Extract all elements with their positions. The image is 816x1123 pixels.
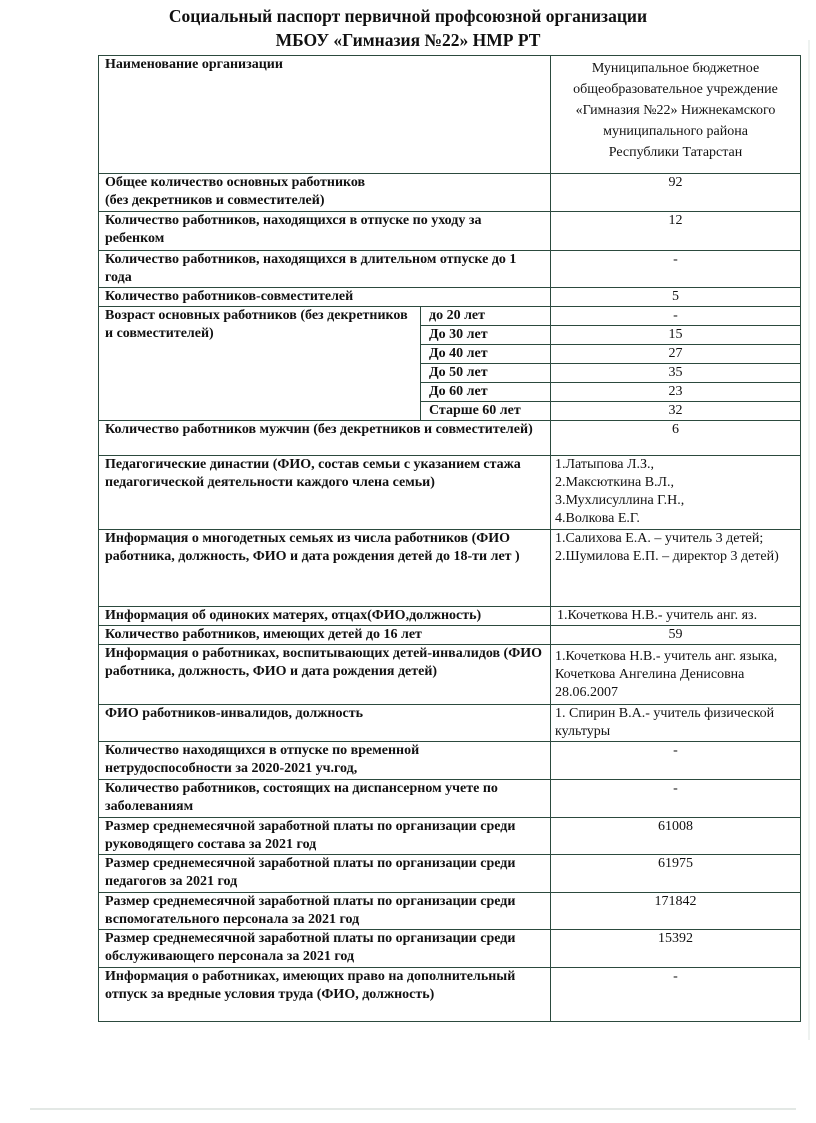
row-value: - xyxy=(551,251,801,288)
value-line: общеобразовательное учреждение xyxy=(573,82,778,97)
age-group-value: 35 xyxy=(551,364,801,383)
row-label: Информация об одиноких матерях, отцах(ФИО,должность) xyxy=(99,607,551,626)
row-value: 92 xyxy=(551,174,801,212)
age-group-value: - xyxy=(551,307,801,326)
table-row xyxy=(99,307,801,326)
label-line: (без декретников и совместителей) xyxy=(105,193,325,208)
table-row xyxy=(99,251,801,288)
row-label: Информация о работниках, воспитывающих детей-инвалидов (ФИО работника, должность, ФИО и дата рождения детей) xyxy=(99,645,551,705)
scan-edge xyxy=(808,40,810,1040)
row-value: - xyxy=(551,780,801,818)
value-line: Республики Татарстан xyxy=(608,145,743,160)
table-row xyxy=(99,607,801,626)
row-value: - xyxy=(551,968,801,1022)
table-row xyxy=(99,645,801,705)
row-label: Наименование организации xyxy=(99,56,551,174)
value-line: 2.Максюткина В.Л., xyxy=(555,475,675,490)
row-label: Количество работников-совместителей xyxy=(99,288,551,307)
row-value: - xyxy=(551,742,801,780)
table-row xyxy=(99,968,801,1022)
value-line: 3.Мухлисуллина Г.Н., xyxy=(555,493,685,508)
row-label: Возраст основных работников (без декретников и совместителей) xyxy=(99,307,421,421)
table-row xyxy=(99,855,801,893)
row-label: Количество находящихся в отпуске по временной нетрудоспособности за 2020-2021 уч.год, xyxy=(99,742,551,780)
table-row xyxy=(99,742,801,780)
age-group-value: 32 xyxy=(551,402,801,421)
row-value: 1. Спирин В.А.- учитель физической культуры xyxy=(551,705,801,742)
row-value: 61008 xyxy=(551,818,801,855)
row-value xyxy=(551,530,801,607)
row-value: 5 xyxy=(551,288,801,307)
table-row xyxy=(99,212,801,251)
row-label: Количество работников мужчин (без декретников и совместителей) xyxy=(99,421,551,456)
value-line: 4.Волкова Е.Г. xyxy=(555,511,640,526)
value-line: 1.Латыпова Л.З., xyxy=(555,457,655,472)
document-subtitle: МБОУ «Гимназия №22» НМР РТ xyxy=(275,30,541,50)
value-line: муниципального района xyxy=(603,124,748,139)
row-label: Количество работников, состоящих на диспансерном учете по заболеваниям xyxy=(99,780,551,818)
table-row xyxy=(99,56,801,174)
table-row xyxy=(99,421,801,456)
value-line: 2.Шумилова Е.П. – директор 3 детей) xyxy=(555,549,779,564)
row-value xyxy=(551,56,801,174)
row-label: ФИО работников-инвалидов, должность xyxy=(99,705,551,742)
row-value: 61975 xyxy=(551,855,801,893)
table-row xyxy=(99,456,801,530)
row-value: 1.Кочеткова Н.В.- учитель анг. языка, Кочеткова Ангелина Денисовна 28.06.2007 xyxy=(551,645,801,705)
table-row xyxy=(99,288,801,307)
age-group-label: Старше 60 лет xyxy=(421,402,551,421)
row-label: Количество работников, находящихся в отпуске по уходу за ребенком xyxy=(99,212,551,251)
table-row xyxy=(99,818,801,855)
table-row xyxy=(99,705,801,742)
row-value: 6 xyxy=(551,421,801,456)
value-line: «Гимназия №22» Нижнекамского xyxy=(575,103,776,118)
scan-bottom-line xyxy=(30,1108,796,1110)
row-value: 171842 xyxy=(551,893,801,930)
row-label: Количество работников, находящихся в длительном отпуске до 1 года xyxy=(99,251,551,288)
social-passport-table xyxy=(98,55,801,1022)
value-line: 1.Салихова Е.А. – учитель 3 детей; xyxy=(555,531,764,546)
row-label: Размер среднемесячной заработной платы по организации среди вспомогательного персонала за 2021 год xyxy=(99,893,551,930)
table-row xyxy=(99,174,801,212)
row-label xyxy=(99,174,551,212)
table-row xyxy=(99,530,801,607)
row-label: Размер среднемесячной заработной платы по организации среди руководящего состава за 2021 год xyxy=(99,818,551,855)
table-row xyxy=(99,893,801,930)
age-group-label: До 30 лет xyxy=(421,326,551,345)
table-row xyxy=(99,930,801,968)
row-value: 59 xyxy=(551,626,801,645)
row-label: Размер среднемесячной заработной платы по организации среди педагогов за 2021 год xyxy=(99,855,551,893)
age-group-value: 27 xyxy=(551,345,801,364)
age-group-label: до 20 лет xyxy=(421,307,551,326)
row-label: Информация о работниках, имеющих право на дополнительный отпуск за вредные условия труда (ФИО, должность) xyxy=(99,968,551,1022)
row-label: Размер среднемесячной заработной платы по организации среди обслуживающего персонала за 2021 год xyxy=(99,930,551,968)
row-value: 12 xyxy=(551,212,801,251)
age-group-label: До 60 лет xyxy=(421,383,551,402)
table-row xyxy=(99,626,801,645)
age-group-label: До 40 лет xyxy=(421,345,551,364)
age-group-value: 23 xyxy=(551,383,801,402)
row-value: 1.Кочеткова Н.В.- учитель анг. яз. xyxy=(551,607,801,626)
row-value: 15392 xyxy=(551,930,801,968)
row-label: Количество работников, имеющих детей до 16 лет xyxy=(99,626,551,645)
row-label: Информация о многодетных семьях из числа работников (ФИО работника, должность, ФИО и дата рождения детей до 18-ти лет ) xyxy=(99,530,551,607)
age-group-value: 15 xyxy=(551,326,801,345)
age-group-label: До 50 лет xyxy=(421,364,551,383)
label-line: Общее количество основных работников xyxy=(105,175,366,190)
table-row xyxy=(99,780,801,818)
document-title: Социальный паспорт первичной профсоюзной организации xyxy=(168,6,648,26)
row-label: Педагогические династии (ФИО, состав семьи с указанием стажа педагогической деятельности каждого члена семьи) xyxy=(99,456,551,530)
row-value xyxy=(551,456,801,530)
value-line: Муниципальное бюджетное xyxy=(591,61,760,76)
